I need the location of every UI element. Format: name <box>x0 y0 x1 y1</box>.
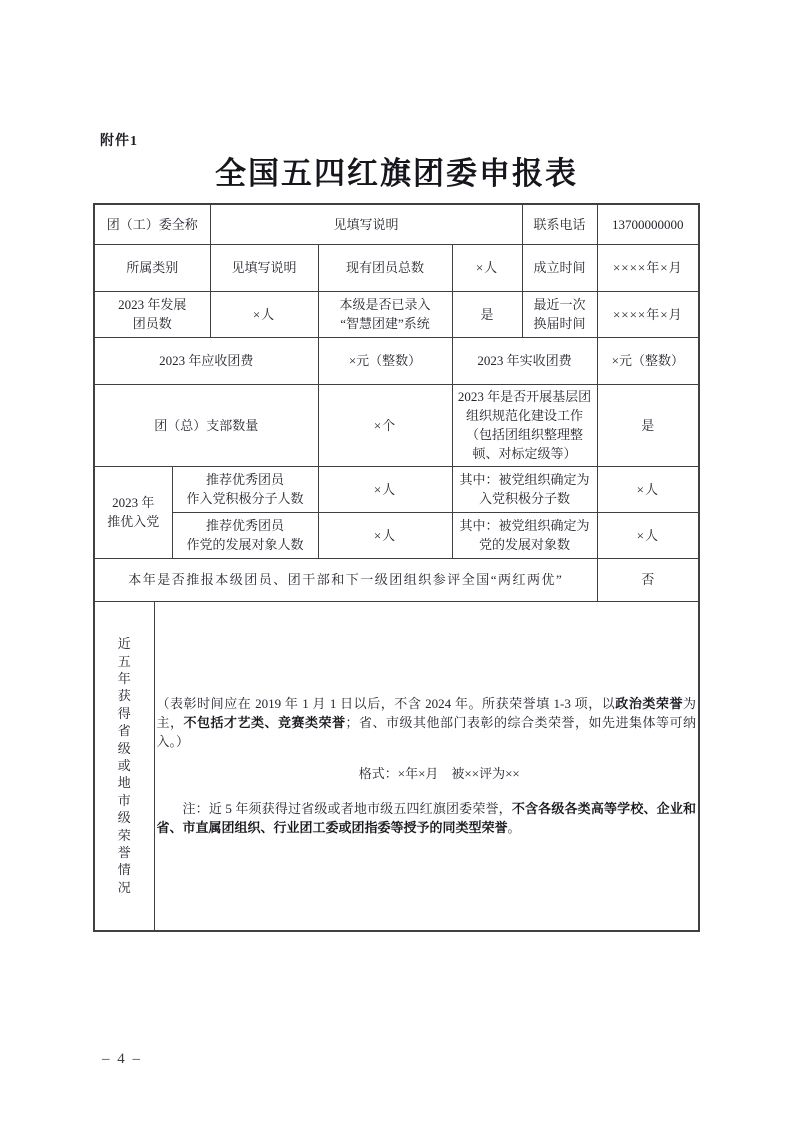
branches-label-cell: 团（总）支部数量 <box>94 384 318 466</box>
honors-instruction-text-3: ；省、市级其他部门表彰的综合类荣誉，如先进集体等可纳入。） <box>156 715 696 750</box>
fees-due-label-cell: 2023 年应收团费 <box>94 337 318 384</box>
development-confirmed-label-line1: 其中：被党组织确定为 <box>459 518 590 533</box>
standardization-value-cell: 是 <box>597 384 699 466</box>
dev-members-value-cell: ×人 <box>210 291 318 337</box>
activist-recommend-label-line2: 作入党积极分子人数 <box>186 491 304 506</box>
honors-instruction-paragraph <box>157 694 697 751</box>
table-row <box>94 558 699 601</box>
party-recommend-group-line2: 推优入党 <box>107 514 160 529</box>
table-row <box>94 244 699 291</box>
activist-confirmed-label-cell <box>452 466 597 512</box>
committee-name-label-cell: 团（工）委全称 <box>94 204 210 244</box>
development-confirmed-label-line2: 党的发展对象数 <box>479 537 571 552</box>
table-row <box>94 384 699 466</box>
party-recommend-group-line1: 2023 年 <box>112 495 155 510</box>
development-recommend-value-cell: ×人 <box>318 512 452 558</box>
development-recommend-label-line2: 作党的发展对象人数 <box>186 537 304 552</box>
honors-side-label: 近五年获得省级或地市级荣誉情况 <box>117 636 131 895</box>
election-label-cell <box>522 291 597 337</box>
honors-note-text-2: 。 <box>507 820 521 836</box>
table-row <box>94 204 699 244</box>
honors-note-bold-1: 不含各级各类高等学校、企业和省、市直属团组织、行业团工委或团指委等授予的同类型荣誉 <box>156 801 697 836</box>
smart-system-label-line1: 本级是否已录入 <box>339 297 431 312</box>
election-label-line1: 最近一次 <box>533 297 586 312</box>
activist-recommend-value-cell: ×人 <box>318 466 452 512</box>
table-row <box>94 337 699 384</box>
honors-content-cell <box>154 601 699 931</box>
honors-note-text-1: 注：近 5 年须获得过省级或者地市级五四红旗团委荣誉， <box>182 801 512 817</box>
fees-due-value-cell: ×元（整数） <box>318 337 452 384</box>
honors-instruction-text-1: （表彰时间应在 2019 年 1 月 1 日以后，不含 2024 年。所获荣誉填 1-3 项，以 <box>156 696 616 712</box>
lianghong-liangyou-label-cell: 本年是否推报本级团员、团干部和下一级团组织参评全国“两红两优” <box>94 558 597 601</box>
development-recommend-label-line1: 推荐优秀团员 <box>205 518 284 533</box>
category-label-cell: 所属类别 <box>94 244 210 291</box>
page-title: 全国五四红旗团委申报表 <box>215 156 578 191</box>
honors-instruction-bold-1: 政治类荣誉 <box>615 696 683 712</box>
smart-system-value-cell: 是 <box>452 291 522 337</box>
standardization-label-cell: 2023 年是否开展基层团组织规范化建设工作（包括团组织整理整顿、对标定级等） <box>452 384 597 466</box>
development-confirmed-label-cell <box>452 512 597 558</box>
founded-value-cell: ××××年×月 <box>597 244 699 291</box>
honors-instruction-text-2: 为主， <box>156 696 697 731</box>
dev-members-label-cell <box>94 291 210 337</box>
dev-members-label-line2: 团员数 <box>132 316 172 331</box>
phone-label-cell: 联系电话 <box>522 204 597 244</box>
activist-recommend-label-cell <box>172 466 318 512</box>
fees-received-value-cell: ×元（整数） <box>597 337 699 384</box>
phone-value-cell: 13700000000 <box>597 204 699 244</box>
honors-format-line: 格式：×年×月 被××评为×× <box>358 766 520 782</box>
development-recommend-label-cell <box>172 512 318 558</box>
development-confirmed-value-cell: ×人 <box>597 512 699 558</box>
honors-side-label-cell <box>94 601 154 931</box>
smart-system-label-cell <box>318 291 452 337</box>
attachment-label: 附件1 <box>100 134 138 149</box>
activist-confirmed-label-line1: 其中：被党组织确定为 <box>459 472 590 487</box>
members-total-label-cell: 现有团员总数 <box>318 244 452 291</box>
founded-label-cell: 成立时间 <box>522 244 597 291</box>
application-form-table <box>93 203 700 932</box>
table-row <box>94 466 699 512</box>
category-value-cell: 见填写说明 <box>210 244 318 291</box>
table-row <box>94 291 699 337</box>
page-number: – 4 – <box>102 1051 142 1067</box>
smart-system-label-line2: “智慧团建”系统 <box>340 316 430 331</box>
activist-recommend-label-line1: 推荐优秀团员 <box>205 472 284 487</box>
activist-confirmed-value-cell: ×人 <box>597 466 699 512</box>
party-recommend-group-label-cell <box>94 466 172 558</box>
dev-members-label-line1: 2023 年发展 <box>118 297 187 312</box>
honors-instruction-bold-2: 不包括才艺类、竞赛类荣誉 <box>183 715 346 731</box>
honors-note-paragraph <box>157 799 697 837</box>
fees-received-label-cell: 2023 年实收团费 <box>452 337 597 384</box>
table-row <box>94 601 699 931</box>
activist-confirmed-label-line2: 入党积极分子数 <box>479 491 571 506</box>
branches-value-cell: ×个 <box>318 384 452 466</box>
table-row <box>94 512 699 558</box>
election-label-line2: 换届时间 <box>533 316 586 331</box>
election-value-cell: ××××年×月 <box>597 291 699 337</box>
committee-name-value-cell: 见填写说明 <box>210 204 522 244</box>
lianghong-liangyou-value-cell: 否 <box>597 558 699 601</box>
members-total-value-cell: ×人 <box>452 244 522 291</box>
